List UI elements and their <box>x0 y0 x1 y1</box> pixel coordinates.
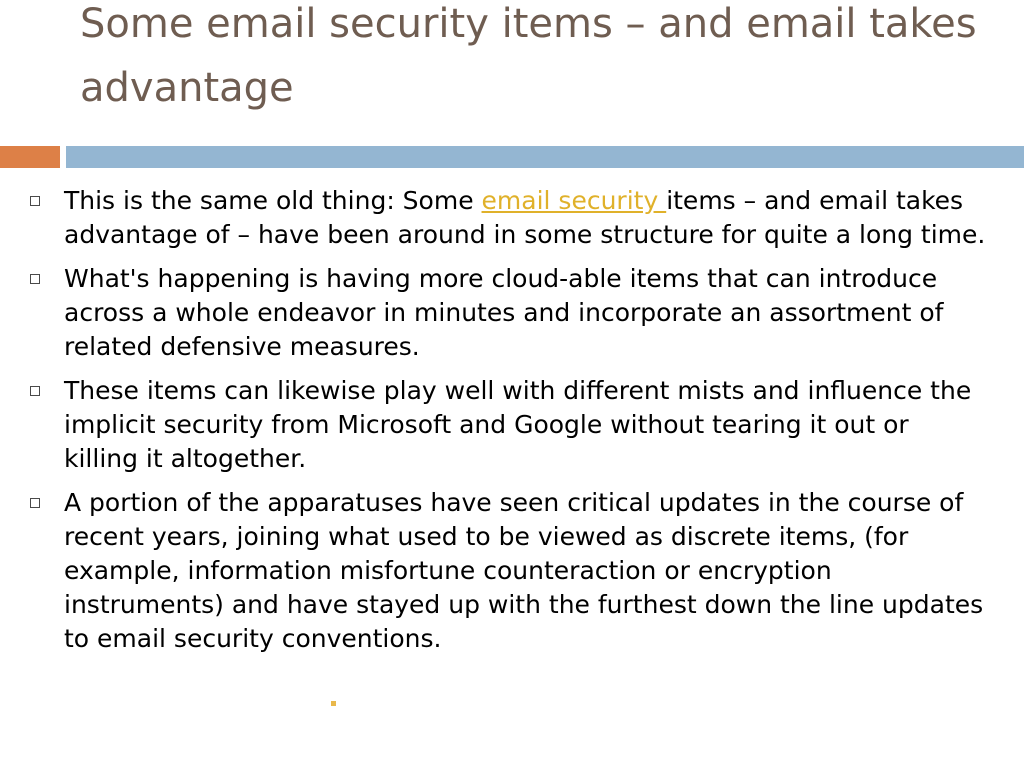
bullet-text: What's happening is having more cloud-able items that can introduce across a whole endeavor in minutes and incorporate an assortment of related defensive measures. <box>64 264 944 361</box>
bullet-item <box>28 184 988 252</box>
bullet-list <box>28 184 988 666</box>
email-security-link[interactable]: email security <box>481 186 667 215</box>
bullet-text: items – and email takes advantage of – have been around in some structure for quite a long time. <box>64 186 986 249</box>
slide-title: Some email security items – and email takes advantage <box>80 1 977 111</box>
bullet-item <box>28 374 988 476</box>
square-bullet-icon <box>30 498 40 508</box>
bullet-text: These items can likewise play well with different mists and influence the implicit security from Microsoft and Google without tearing it out or killing it altogether. <box>64 376 972 473</box>
bullet-text: This is the same old thing: Some <box>64 186 482 215</box>
square-bullet-icon <box>30 386 40 396</box>
accent-bar-blue <box>66 146 1024 168</box>
bullet-text: A portion of the apparatuses have seen critical updates in the course of recent years, joining what used to be viewed as discrete items, (for example, information misfortune counteraction or encryption instruments) and have stayed up with the furthest down the line updates to email security conventions. <box>64 488 984 653</box>
bullet-item <box>28 262 988 364</box>
bullet-item <box>28 486 988 656</box>
square-bullet-icon <box>30 274 40 284</box>
accent-bar-orange <box>0 146 60 168</box>
square-bullet-icon <box>30 196 40 206</box>
decorative-dot <box>331 701 336 706</box>
